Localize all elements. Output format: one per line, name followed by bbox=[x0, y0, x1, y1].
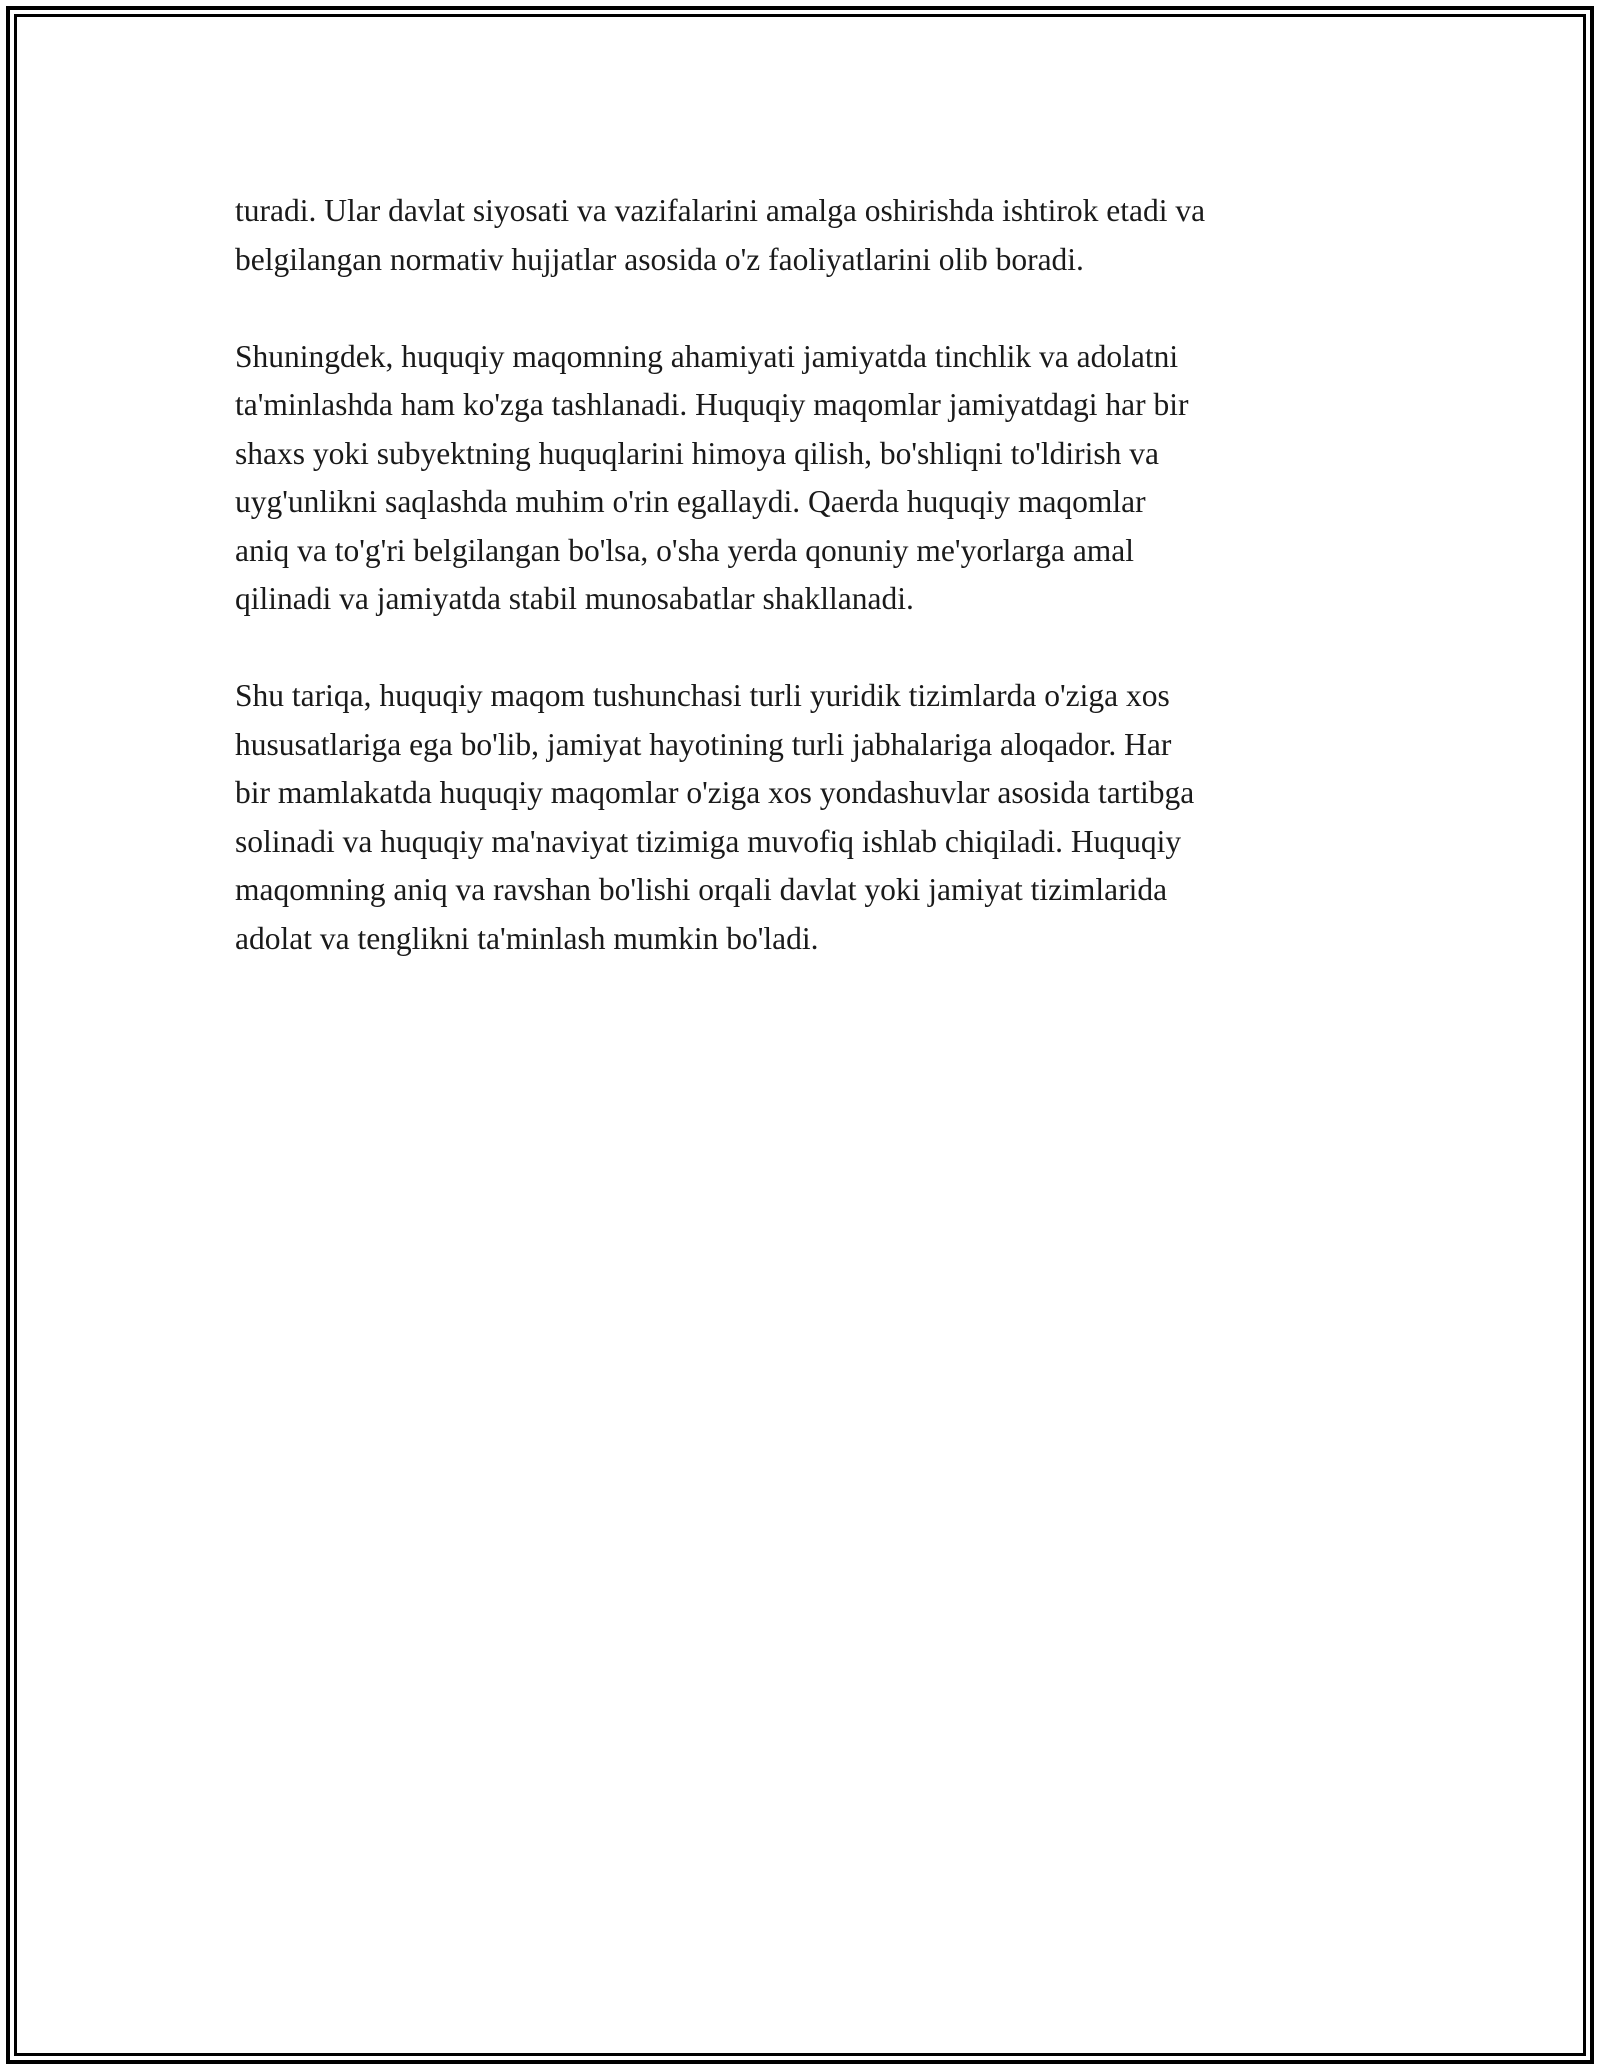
text-line: ta'minlashda ham ko'zga tashlanadi. Huquqiy maqomlar jamiyatdagi har bir bbox=[235, 387, 1189, 422]
text-line: adolat va tenglikni ta'minlash mumkin bo'ladi. bbox=[235, 920, 819, 956]
text-line: belgilangan normativ hujjatlar asosida o'z faoliyatlarini olib boradi. bbox=[235, 241, 1084, 277]
text-line: maqomning aniq va ravshan bo'lishi orqali davlat yoki jamiyat tizimlarida bbox=[235, 872, 1168, 907]
text-line: turadi. Ular davlat siyosati va vazifalarini amalga oshirishda ishtirok etadi va bbox=[235, 193, 1206, 228]
text-line: qilinadi va jamiyatda stabil munosabatlar shakllanadi. bbox=[235, 581, 914, 616]
text-line: hususatlariga ega bo'lib, jamiyat hayotining turli jabhalariga aloqador. Har bbox=[235, 726, 1172, 762]
text-line: uyg'unlikni saqlashda muhim o'rin egallaydi. Qaerda huquqiy maqomlar bbox=[235, 484, 1146, 519]
text-line: shaxs yoki subyektning huquqlarini himoya qilish, bo'shliqni to'ldirish va bbox=[235, 435, 1159, 471]
text-line: Shu tariqa, huquqiy maqom tushunchasi turli yuridik tizimlarda o'ziga xos bbox=[235, 678, 1170, 713]
paragraph-1 bbox=[235, 187, 1375, 284]
text-line: bir mamlakatda huquqiy maqomlar o'ziga xos yondashuvlar asosida tartibga bbox=[235, 775, 1195, 810]
document-body bbox=[235, 187, 1375, 1012]
paragraph-2 bbox=[235, 333, 1375, 624]
paragraph-3 bbox=[235, 672, 1375, 963]
text-line: Shuningdek, huquqiy maqomning ahamiyati jamiyatda tinchlik va adolatni bbox=[235, 338, 1179, 374]
text-line: solinadi va huquqiy ma'naviyat tizimiga muvofiq ishlab chiqiladi. Huquqiy bbox=[235, 823, 1182, 859]
text-line: aniq va to'g'ri belgilangan bo'lsa, o'sha yerda qonuniy me'yorlarga amal bbox=[235, 532, 1135, 568]
